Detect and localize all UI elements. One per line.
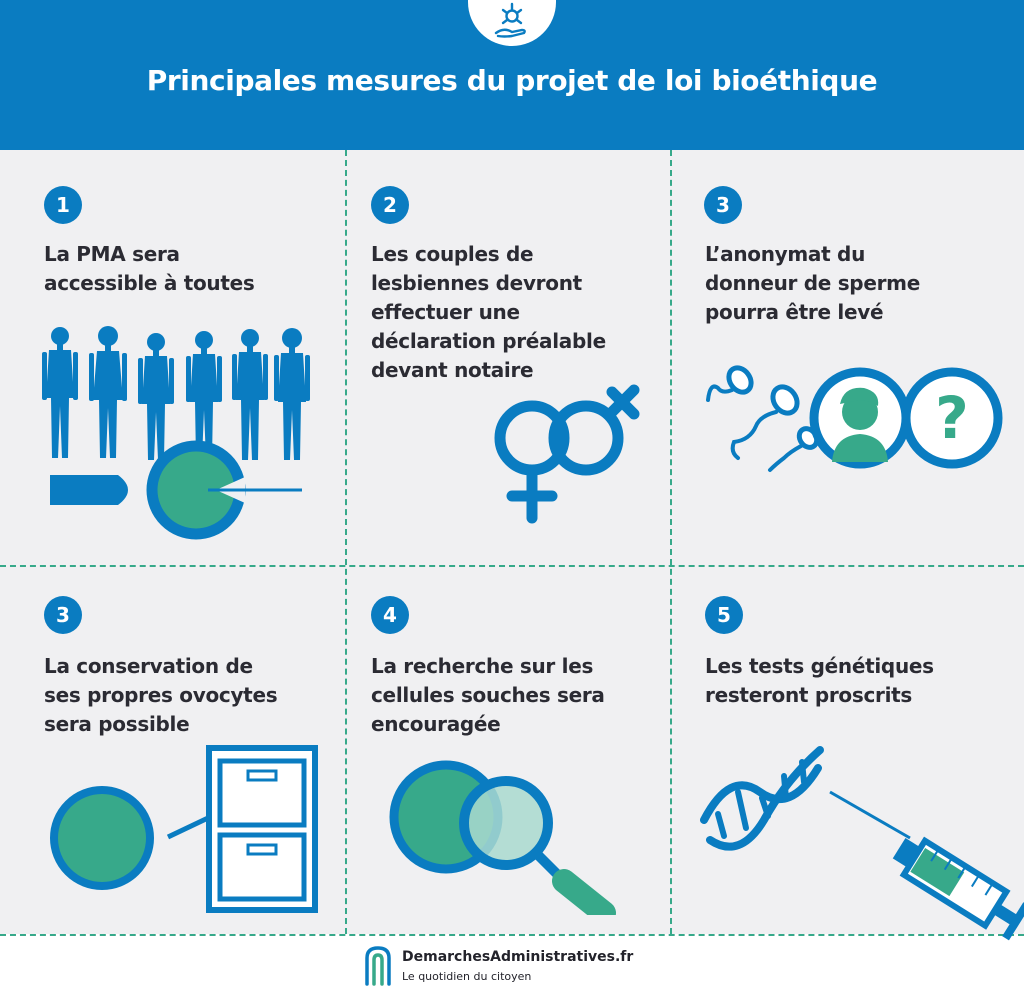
panel-number: 3: [704, 186, 742, 224]
panel-text: [44, 652, 277, 739]
panel-text: [705, 652, 934, 710]
hand-with-cell-icon: [468, 0, 556, 46]
panel-text: [371, 240, 606, 385]
header-logo: [468, 0, 556, 46]
svg-text:?: ?: [935, 384, 969, 452]
panel-number: 3: [44, 596, 82, 634]
panel-text-line: accessible à toutes: [44, 271, 255, 295]
panel-text-line: déclaration préalable: [371, 329, 606, 353]
dna-syringe-icon: [700, 720, 1024, 950]
panel-text-line: ses propres ovocytes: [44, 683, 278, 707]
grid-divider-horizontal: [0, 565, 1024, 567]
panel-text-line: sera possible: [44, 712, 190, 736]
panel-text-line: effectuer une: [371, 300, 520, 324]
panel-text: [44, 240, 254, 298]
panel-text-line: Les tests génétiques: [705, 654, 934, 678]
panel-text-line: pourra être levé: [705, 300, 884, 324]
panel-text-line: L’anonymat du: [705, 242, 866, 266]
footer-brand: DemarchesAdministratives.fr: [402, 949, 634, 965]
panel-text-line: Les couples de: [371, 242, 534, 266]
panel-number: 5: [705, 596, 743, 634]
panel-number: 2: [371, 186, 409, 224]
sperm-donor-anonymous-icon: [700, 360, 1010, 480]
grid-divider-vertical: [670, 150, 672, 934]
panel-text-line: cellules souches sera: [371, 683, 605, 707]
panel-text-line: resteront proscrits: [705, 683, 912, 707]
panel-text-line: encouragée: [371, 712, 501, 736]
panel-text-line: La recherche sur les: [371, 654, 594, 678]
grid-divider-vertical: [345, 150, 347, 934]
egg-cabinet-icon: [48, 745, 326, 915]
panel-text: [371, 652, 605, 739]
page-title: Principales mesures du projet de loi bioéthique: [146, 64, 878, 97]
panel-text-line: La conservation de: [44, 654, 253, 678]
panel-text-line: lesbiennes devront: [371, 271, 582, 295]
footer-tagline: Le quotidien du citoyen: [402, 970, 532, 983]
panel-number: 1: [44, 186, 82, 224]
brand-logo-icon: [362, 944, 394, 988]
panel-text-line: La PMA sera: [44, 242, 180, 266]
magnifier-cell-icon: [388, 755, 648, 915]
panel-text-line: donneur de sperme: [705, 271, 920, 295]
panel-text-line: devant notaire: [371, 358, 534, 382]
panel-text: [705, 240, 920, 327]
double-venus-symbol-icon: [488, 380, 648, 530]
panel-number: 4: [371, 596, 409, 634]
women-and-egg-icon: [40, 322, 320, 547]
